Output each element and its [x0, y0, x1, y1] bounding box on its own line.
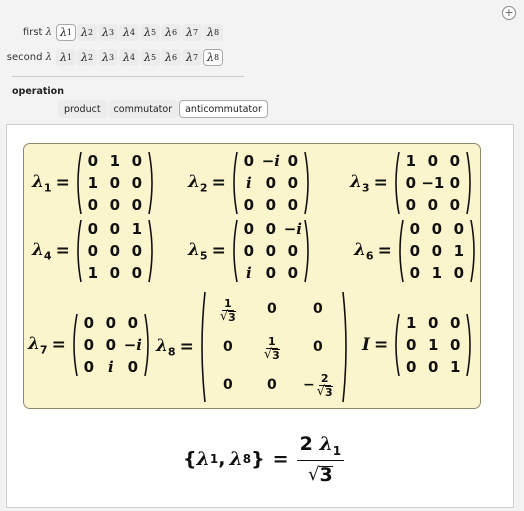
matrix-grid	[238, 150, 304, 216]
equals-sign: =	[377, 241, 392, 261]
right-paren	[470, 218, 478, 284]
matrix-cell: 0	[127, 314, 139, 332]
second-lambda-6-button[interactable]: λ 6	[161, 49, 181, 66]
second-lambda-1-button[interactable]: λ 1	[56, 49, 76, 66]
second-lambda-4-button[interactable]: λ 4	[119, 49, 139, 66]
matrix-cell: −i	[123, 336, 142, 354]
matrix-cell: 0	[409, 264, 421, 282]
left-paren	[70, 312, 78, 378]
right-paren	[466, 312, 474, 378]
left-paren	[392, 312, 400, 378]
matrix-cell: 0	[405, 336, 417, 354]
lambda-7-expression	[28, 312, 152, 378]
left-paren	[396, 218, 404, 284]
matrix-cell: 0	[431, 220, 443, 238]
matrix-cell: 0	[109, 242, 121, 260]
matrix-cell: 1 √ 3	[219, 297, 236, 324]
matrix-cell: 1	[427, 336, 439, 354]
matrix-cell: 0	[287, 264, 299, 282]
matrix-cell: 0	[131, 264, 143, 282]
matrix-cell: 0	[287, 196, 299, 214]
right-paren	[144, 312, 152, 378]
second-lambda-7-button[interactable]: λ 7	[182, 49, 202, 66]
equals-sign: =	[55, 241, 70, 261]
first-lambda-label: first λ	[22, 27, 52, 38]
lambda-7-matrix	[70, 312, 152, 378]
first-lambda-1-button[interactable]: λ 1	[56, 24, 76, 41]
matrix-cell: 0	[265, 264, 277, 282]
first-lambda-7-button[interactable]: λ 7	[182, 24, 202, 41]
matrix-cell: 0	[87, 152, 99, 170]
first-lambda-setter	[56, 24, 224, 41]
matrix-display	[23, 143, 481, 409]
matrix-cell: −i	[261, 152, 280, 170]
lambda-1-matrix	[74, 150, 156, 216]
matrix-cell: 0	[427, 196, 439, 214]
matrix-cell: 0	[105, 336, 117, 354]
identity-expression	[362, 312, 474, 378]
matrix-cell: 0	[265, 242, 277, 260]
lambda-5-matrix	[230, 218, 312, 284]
matrix-cell: 0	[312, 339, 323, 355]
matrix-cell: 0	[427, 358, 439, 376]
left-paren	[74, 218, 82, 284]
matrix-grid	[206, 290, 342, 404]
lambda-3-matrix	[392, 150, 474, 216]
output-panel	[6, 124, 514, 508]
matrix-cell: 0	[109, 196, 121, 214]
lambda-6-matrix	[396, 218, 478, 284]
operation-label: operation	[12, 86, 64, 97]
matrix-cell: 0	[109, 174, 121, 192]
equals-sign: =	[179, 337, 194, 357]
matrix-cell: 0	[409, 242, 421, 260]
second-lambda-3-button[interactable]: λ 3	[98, 49, 118, 66]
lambda-7-symbol: $\lambda_7$	[28, 333, 48, 357]
matrix-cell: i	[245, 174, 252, 192]
right-paren	[466, 150, 474, 216]
matrix-grid	[82, 150, 148, 216]
matrix-cell: 1	[405, 152, 417, 170]
second-lambda-5-button[interactable]: λ 5	[140, 49, 160, 66]
matrix-cell: 0	[243, 220, 255, 238]
second-lambda-label: second λ	[6, 52, 52, 63]
matrix-cell: 0	[131, 174, 143, 192]
matrix-cell: 0	[287, 174, 299, 192]
matrix-cell: 0	[405, 196, 417, 214]
divider	[12, 76, 244, 77]
lambda-5-symbol: $\lambda_5$	[188, 239, 208, 263]
matrix-cell: 0	[87, 242, 99, 260]
matrix-grid	[82, 218, 148, 284]
matrix-cell: 0	[312, 301, 323, 317]
identity-symbol: I	[362, 335, 370, 355]
lambda-6-symbol: $\lambda_6$	[354, 239, 374, 263]
equals-sign: =	[211, 173, 226, 193]
lambda-5-expression	[188, 218, 312, 284]
lambda-1-symbol: $\lambda_1$	[32, 171, 52, 195]
matrix-cell: 0	[109, 220, 121, 238]
first-lambda-5-button[interactable]: λ 5	[140, 24, 160, 41]
second-lambda-setter	[56, 49, 224, 66]
lambda-6-expression	[354, 218, 478, 284]
product-button[interactable]: product	[58, 100, 107, 118]
matrix-cell: 0	[83, 358, 95, 376]
matrix-cell: 0	[449, 196, 461, 214]
matrix-cell: 0	[287, 152, 299, 170]
right-paren	[342, 290, 350, 404]
matrix-cell: 0	[427, 314, 439, 332]
matrix-cell: 0	[266, 377, 277, 393]
matrix-cell: 0	[87, 196, 99, 214]
matrix-cell: 1	[87, 174, 99, 192]
right-paren	[304, 218, 312, 284]
matrix-grid	[400, 312, 466, 378]
matrix-cell: 0	[222, 377, 233, 393]
lambda-4-matrix	[74, 218, 156, 284]
lambda-2-expression	[188, 150, 312, 216]
matrix-cell: 0	[405, 358, 417, 376]
first-lambda-8-button[interactable]: λ 8	[203, 24, 223, 41]
matrix-cell: 0	[243, 196, 255, 214]
matrix-cell: 0	[243, 242, 255, 260]
second-lambda-8-button[interactable]: λ 8	[203, 49, 223, 66]
commutator-button[interactable]: commutator	[108, 100, 179, 118]
matrix-cell: 0	[83, 314, 95, 332]
lambda-2-matrix	[230, 150, 312, 216]
matrix-cell: 0	[243, 152, 255, 170]
matrix-cell: 1 √ 3	[263, 335, 280, 362]
matrix-cell: 0	[449, 314, 461, 332]
equals-sign: =	[211, 241, 226, 261]
identity-matrix	[392, 312, 474, 378]
matrix-cell: 1	[453, 242, 465, 260]
first-lambda-row	[0, 24, 224, 41]
matrix-cell: 0	[131, 242, 143, 260]
matrix-cell: 0	[449, 336, 461, 354]
second-lambda-2-button[interactable]: λ 2	[77, 49, 97, 66]
lambda-8-expression	[156, 290, 350, 404]
matrix-cell: 0	[449, 152, 461, 170]
matrix-cell: 1	[87, 264, 99, 282]
matrix-cell: 0	[266, 301, 277, 317]
operation-setter	[58, 100, 269, 118]
matrix-cell: 0	[449, 174, 461, 192]
matrix-cell: 0	[109, 264, 121, 282]
first-lambda-4-button[interactable]: λ 4	[119, 24, 139, 41]
matrix-cell: 0	[427, 152, 439, 170]
equals-sign: =	[51, 335, 66, 355]
lambda-3-expression	[350, 150, 474, 216]
matrix-cell: −i	[283, 220, 302, 238]
left-paren	[198, 290, 206, 404]
matrix-cell: 0	[131, 152, 143, 170]
lambda-1-expression	[32, 150, 156, 216]
matrix-cell: 1	[109, 152, 121, 170]
equals-sign: =	[373, 173, 388, 193]
matrix-cell: 1	[131, 220, 143, 238]
matrix-cell: 0	[431, 242, 443, 260]
matrix-cell: 0	[453, 264, 465, 282]
matrix-grid	[404, 218, 470, 284]
left-paren	[392, 150, 400, 216]
equals-sign: =	[55, 173, 70, 193]
matrix-cell: − 2 √ 3	[302, 371, 333, 399]
lambda-8-symbol: $\lambda_8$	[156, 335, 176, 359]
lambda-2-symbol: $\lambda_2$	[188, 171, 208, 195]
equals-sign: =	[373, 335, 389, 355]
matrix-cell: i	[245, 264, 252, 282]
matrix-cell: 0	[87, 220, 99, 238]
matrix-cell: 0	[409, 220, 421, 238]
anticommutator-button[interactable]: anticommutator	[179, 100, 268, 118]
matrix-cell: 0	[105, 314, 117, 332]
matrix-cell: −1	[421, 174, 445, 192]
left-paren	[230, 150, 238, 216]
left-paren	[74, 150, 82, 216]
matrix-cell: 0	[265, 196, 277, 214]
matrix-grid	[238, 218, 304, 284]
matrix-cell: 0	[405, 174, 417, 192]
left-paren	[230, 218, 238, 284]
lambda-3-symbol: $\lambda_3$	[350, 171, 370, 195]
matrix-cell: i	[107, 358, 114, 376]
result-expression: { λ 1 , λ 8 } = 2 $\lambda_1$ √ 3	[183, 433, 344, 485]
first-lambda-3-button[interactable]: λ 3	[98, 24, 118, 41]
first-lambda-2-button[interactable]: λ 2	[77, 24, 97, 41]
matrix-cell: 0	[83, 336, 95, 354]
matrix-cell: 0	[287, 242, 299, 260]
matrix-cell: 0	[222, 339, 233, 355]
result-fraction: 2 $\lambda_1$ √ 3	[297, 433, 345, 485]
right-paren	[148, 150, 156, 216]
matrix-cell: 0	[265, 220, 277, 238]
lambda-4-symbol: $\lambda_4$	[32, 239, 52, 263]
second-lambda-row	[0, 49, 224, 66]
right-paren	[148, 218, 156, 284]
matrix-grid	[78, 312, 144, 378]
first-lambda-6-button[interactable]: λ 6	[161, 24, 181, 41]
plus-icon[interactable]: +	[502, 6, 516, 20]
right-paren	[304, 150, 312, 216]
matrix-cell: 0	[127, 358, 139, 376]
matrix-cell: 0	[453, 220, 465, 238]
matrix-cell: 1	[405, 314, 417, 332]
matrix-cell: 0	[131, 196, 143, 214]
matrix-grid	[400, 150, 466, 216]
matrix-cell: 0	[265, 174, 277, 192]
lambda-4-expression	[32, 218, 156, 284]
matrix-cell: 1	[431, 264, 443, 282]
lambda-8-matrix	[198, 290, 350, 404]
matrix-cell: 1	[449, 358, 461, 376]
